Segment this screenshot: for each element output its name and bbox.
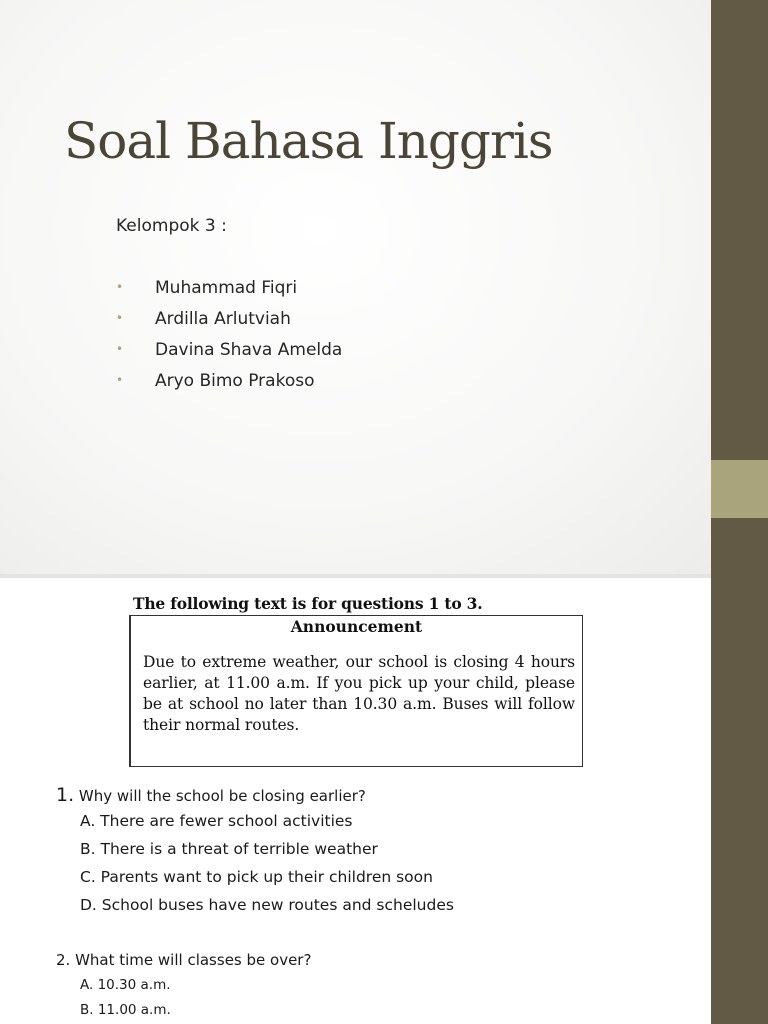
scanned-text-image: [127, 594, 585, 768]
member-name: Davina Shava Amelda: [155, 340, 343, 360]
answer-option: B. There is a threat of terrible weather: [80, 840, 378, 858]
answer-option: A. There are fewer school activities: [80, 812, 353, 830]
answer-option: A. 10.30 a.m.: [80, 977, 171, 993]
list-item: [116, 309, 342, 340]
announcement-title: Announcement: [290, 617, 423, 636]
member-list: [116, 278, 342, 402]
answer-option: C. Parents want to pick up their children soon: [80, 868, 433, 886]
side-accent: [711, 460, 768, 518]
bullet-icon: •: [116, 342, 124, 356]
bullet-icon: •: [116, 311, 124, 325]
group-label: Kelompok 3 :: [116, 216, 227, 236]
scan-heading: The following text is for questions 1 to 3.: [133, 594, 483, 613]
question-1: [56, 784, 366, 806]
answer-option: B. 11.00 a.m.: [80, 1002, 171, 1018]
list-item: [116, 371, 342, 402]
answer-option: D. School buses have new routes and scheludes: [80, 896, 454, 914]
question-2: 2. What time will classes be over?: [56, 951, 312, 969]
question-2-options: [80, 977, 171, 1024]
bullet-icon: •: [116, 280, 124, 294]
question-number: 1.: [56, 784, 75, 806]
slide-title: Soal Bahasa Inggris: [64, 112, 553, 170]
bullet-icon: •: [116, 373, 124, 387]
list-item: [116, 340, 342, 371]
member-name: Ardilla Arlutviah: [155, 309, 291, 329]
question-1-options: [80, 812, 454, 924]
list-item: [116, 278, 342, 309]
question-text: Why will the school be closing earlier?: [78, 787, 366, 805]
announcement-box: [129, 615, 583, 767]
slide-2: [0, 578, 711, 1024]
member-name: Aryo Bimo Prakoso: [155, 371, 315, 391]
announcement-text: Due to extreme weather, our school is closing 4 hours earlier, at 11.00 a.m. If you pick up your child, please be at school no later than 10.30 a.m. Buses will follow their normal routes.: [143, 653, 575, 734]
member-name: Muhammad Fiqri: [155, 278, 298, 298]
